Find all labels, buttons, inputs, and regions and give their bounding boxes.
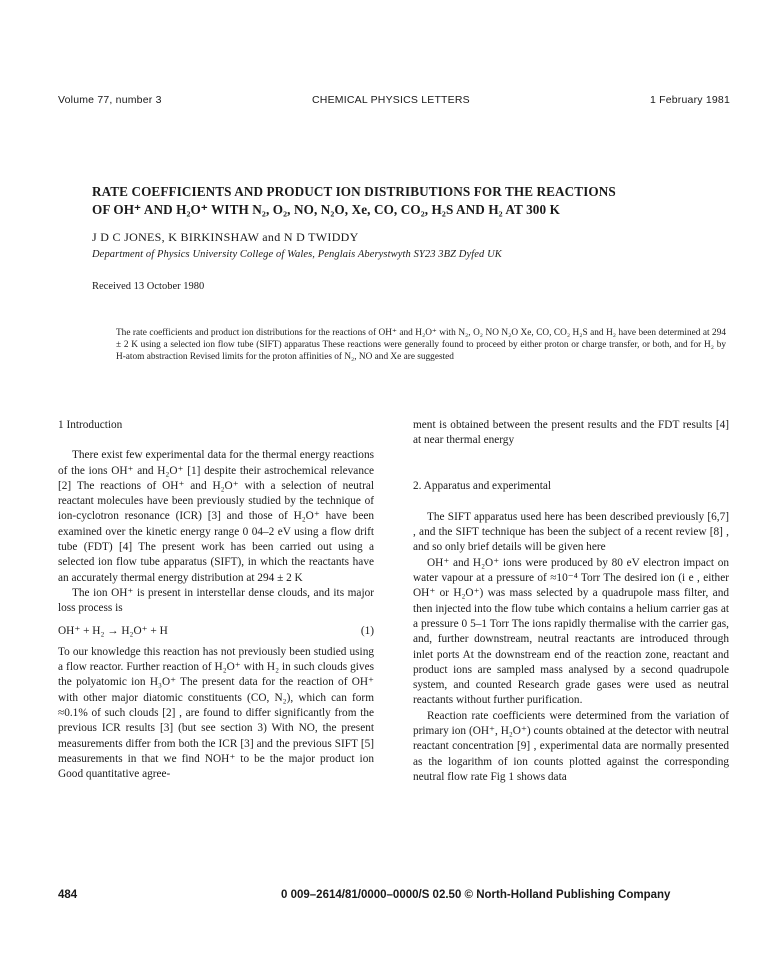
author-affiliation: Department of Physics University College of Wales, Penglais Aberystwyth SY23 3BZ Dyfed UK: [92, 249, 502, 260]
intro-paragraph-1: There exist few experimental data for the thermal energy reactions of the ions OH⁺ and H₂O⁺ [1] despite their astrochemical relevance [2] The reactions of OH⁺ and H₂O⁺ with a selection of neutral reactant molecules have been previously studied by the technique of ion-cyclotron resonance (ICR) [3] and those of H₂O⁺ have been examined over the kinetic energy range 0 04–2 eV using a flow drift tube (FDT) [4] The present work has been carried out using a selected ion flow tube apparatus (SIFT), in which the reactants have an accurately thermal energy distribution at 294 ± 2 K: [58, 449, 374, 584]
equation-number: (1): [360, 624, 374, 637]
left-column: [58, 418, 374, 783]
intro-paragraph-2: The ion OH⁺ is present in interstellar dense clouds, and its major loss process is: [58, 586, 374, 615]
volume-label: Volume 77, number 3: [58, 94, 162, 106]
paper-title-line-1: RATE COEFFICIENTS AND PRODUCT ION DISTRIBUTIONS FOR THE REACTIONS: [92, 184, 616, 199]
abstract: The rate coefficients and product ion distributions for the reactions of OH⁺ and H₂O⁺ with N₂, O₂ NO N₂O Xe, CO, CO₂ H₂S and H₂ have been determined at 294 ± 2 K using a selected ion flow tube (SIFT) apparatus These reactions were generally found to proceed by either proton or charge transfer, or both, and for H₂ by H-atom abstraction Revised limits for the proton affinities of N₂, NO and Xe are suggested: [116, 328, 726, 363]
equation-1: [58, 624, 374, 639]
section-heading-apparatus: 2. Apparatus and experimental: [413, 479, 552, 492]
journal-name: CHEMICAL PHYSICS LETTERS: [312, 94, 470, 106]
apparatus-paragraph-2: OH⁺ and H₂O⁺ ions were produced by 80 eV electron impact on water vapour at a pressure of ≈10⁻⁴ Torr The desired ion (i e , either OH⁺ or H₂O⁺) was mass selected by a quadrupole mass filter, and then injected into the flow tube which contains a helium carrier gas at a pressure 0 5–1 Torr The ions rapidly thermalise with the carrier gas, and, further downstream, neutral reactants are introduced through inlet ports At the downstream end of the reaction zone, reactant and product ions are sampled mass analysed by a second quadrupole system, and counted Research grade gases were used as neutral reactants without further purification.: [413, 556, 729, 707]
author-list: J D C JONES, K BIRKINSHAW and N D TWIDDY: [92, 230, 359, 244]
apparatus-paragraph-3: Reaction rate coefficients were determined from the variation of primary ion (OH⁺, H₂O⁺) counts obtained at the detector with neutral reactant concentration [9] , experimental data are normally presented as the logarithm of ion counts plotted against the corresponding neutral flow rate Fig 1 shows data: [413, 709, 729, 783]
received-date: Received 13 October 1980: [92, 281, 205, 292]
copyright-line: 0 009–2614/81/0000–0000/S 02.50 © North-Holland Publishing Company: [281, 889, 671, 901]
section-heading-introduction: 1 Introduction: [58, 419, 123, 431]
page-number: 484: [58, 889, 78, 901]
paper-title: [92, 183, 712, 219]
intro-paragraph-3: To our knowledge this reaction has not previously been studied using a flow reactor. Further reaction of H₂O⁺ with H₂ in such clouds gives the polyatomic ion H₃O⁺ The present data for the reaction of OH⁺ with other major diatomic constituents (CO, N₂), which can form ≈0.1% of such clouds [2] , are found to differ significantly from the previous ICR results [3] (but see section 3) With NO, the present measurements differ from both the ICR [3] and the previous SIFT [5] measurements in that we find NOH⁺ to be the major product ion Good quantitative agree-: [58, 645, 374, 781]
equation-text: OH⁺ + H₂ → H₂O⁺ + H: [58, 624, 168, 637]
paper-title-line-2: OF OH⁺ AND H₂O⁺ WITH N₂, O₂, NO, N₂O, Xe, CO, CO₂, H₂S AND H₂ AT 300 K: [92, 202, 560, 217]
right-column: [413, 418, 729, 785]
issue-date: 1 February 1981: [649, 94, 730, 106]
apparatus-paragraph-1: The SIFT apparatus used here has been described previously [6,7] , and the SIFT technique has been the subject of a recent review [8] , and so only brief details will be given here: [413, 510, 729, 554]
intro-paragraph-continued: ment is obtained between the present results and the FDT results [4] at near thermal energy: [413, 419, 729, 447]
